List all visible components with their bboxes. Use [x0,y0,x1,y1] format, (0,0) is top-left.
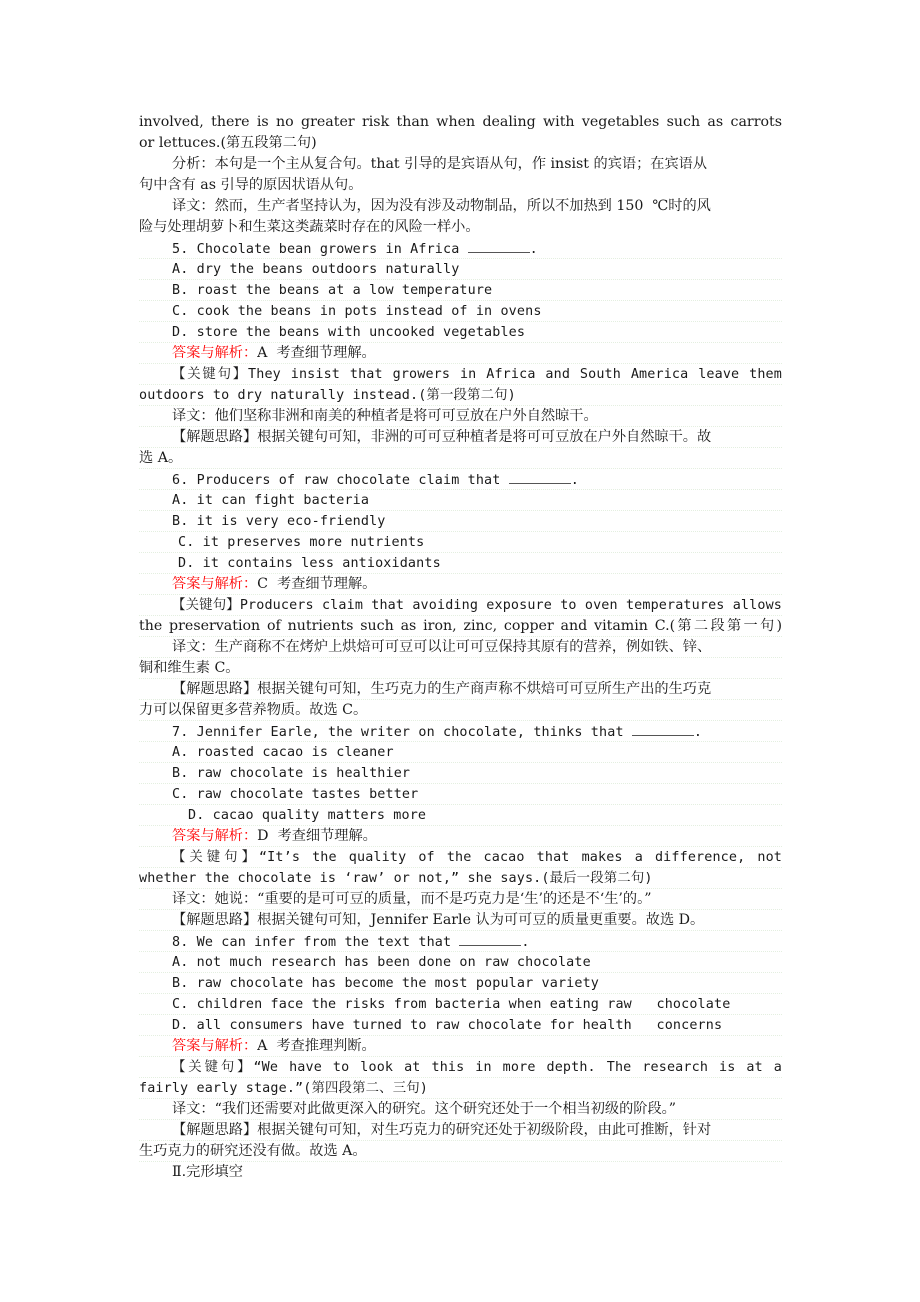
answer-text: D 考查细节理解。 [257,828,377,844]
document-page [139,112,782,1183]
question-6-key-2: the preservation of nutrients such as iron, zinc, copper and vitamin C.(第二段第一句) [139,616,782,637]
question-8-option-c: C. children face the risks from bacteria when eating raw chocolate [139,994,782,1015]
analysis-line-1: 分析：本句是一个主从复合句。that 引导的是宾语从句，作 insist 的宾语；在宾语从 [172,156,708,172]
question-stem-text: 6. Producers of raw chocolate claim that [172,473,509,488]
answer-label: 答案与解析： [172,345,258,361]
question-8-reasoning-2: 生巧克力的研究还没有做。故选 A。 [139,1141,782,1162]
intro-line-2: or lettuces.(第五段第二句) [139,135,317,151]
question-8-option-a: A. not much research has been done on raw chocolate [139,952,782,973]
question-8-reasoning-1: 【解题思路】根据关键句可知，对生巧克力的研究还处于初级阶段，由此可推断，针对 [139,1120,782,1141]
question-6-answer [139,574,782,595]
question-7-translation: 译文：她说：“重要的是可可豆的质量，而不是巧克力是‘生’的还是不‘生’的。” [139,889,782,910]
question-6-option-a: A. it can fight bacteria [139,490,782,511]
question-7-option-d: D. cacao quality matters more [139,805,782,826]
question-6-option-c: C. it preserves more nutrients [139,532,782,553]
question-6-reasoning-2: 力可以保留更多营养物质。故选 C。 [139,700,782,721]
answer-text: A 考查细节理解。 [257,345,376,361]
intro-line-1: involved, there is no greater risk than when dealing with vegetables such as carrots [139,114,782,130]
question-5-key-2: outdoors to dry naturally instead.(第一段第二句) [139,385,782,406]
question-7-option-c: C. raw chocolate tastes better [139,784,782,805]
question-stem-text: 8. We can infer from the text that [172,935,460,950]
question-5-option-b: B. roast the beans at a low temperature [139,280,782,301]
question-stem-text: 7. Jennifer Earle, the writer on chocolate, thinks that [172,725,632,740]
answer-blank [509,469,571,484]
question-5-reasoning-1: 【解题思路】根据关键句可知，非洲的可可豆种植者是将可可豆放在户外自然晾干。故 [139,427,782,448]
question-8-translation: 译文：“我们还需要对此做更深入的研究。这个研究还处于一个相当初级的阶段。” [139,1099,782,1120]
question-7-option-b: B. raw chocolate is healthier [139,763,782,784]
question-7-key-1: 【关键句】“It’s the quality of the cacao that makes a difference, not [139,847,782,868]
translation-line-1: 译文：然而，生产者坚持认为，因为没有涉及动物制品，所以不加热到 150 ℃时的风 [172,198,711,214]
section-heading: Ⅱ.完形填空 [172,1164,243,1180]
question-8-key-1: 【关键句】“We have to look at this in more depth. The research is at a [139,1057,782,1078]
question-7-stem: 7. Jennifer Earle, the writer on chocolate, thinks that . [139,721,782,742]
question-8-option-b: B. raw chocolate has become the most popular variety [139,973,782,994]
question-7-key-2: whether the chocolate is ‘raw’ or not,” she says.(最后一段第二句) [139,868,782,889]
translation-line-2: 险与处理胡萝卜和生菜这类蔬菜时存在的风险一样小。 [139,219,480,235]
question-5-option-d: D. store the beans with uncooked vegetables [139,322,782,343]
question-6-key-1: 【关键句】Producers claim that avoiding exposure to oven temperatures allows [139,595,782,616]
question-6-reasoning-1: 【解题思路】根据关键句可知，生巧克力的生产商声称不烘焙可可豆所生产出的生巧克 [139,679,782,700]
question-6-option-d: D. it contains less antioxidants [139,553,782,574]
answer-label: 答案与解析： [172,828,258,844]
answer-text: A 考查推理判断。 [257,1038,376,1054]
question-6-stem: 6. Producers of raw chocolate claim that . [139,469,782,490]
question-7-answer [139,826,782,847]
question-stem-text: 5. Chocolate bean growers in Africa [172,242,468,257]
question-8-answer [139,1036,782,1057]
question-5-translation: 译文：他们坚称非洲和南美的种植者是将可可豆放在户外自然晾干。 [139,406,782,427]
answer-blank [468,238,530,253]
answer-blank [459,931,521,946]
answer-blank [632,721,694,736]
question-6-translation-1: 译文：生产商称不在烤炉上烘焙可可豆可以让可可豆保持其原有的营养，例如铁、锌、 [139,637,782,658]
answer-label: 答案与解析： [172,576,258,592]
question-5-option-c: C. cook the beans in pots instead of in ovens [139,301,782,322]
question-6-option-b: B. it is very eco-friendly [139,511,782,532]
question-5-answer [139,343,782,364]
analysis-line-2: 句中含有 as 引导的原因状语从句。 [139,177,363,193]
answer-text: C 考查细节理解。 [257,576,377,592]
question-5-stem: 5. Chocolate bean growers in Africa . [139,238,782,259]
question-8-stem: 8. We can infer from the text that . [139,931,782,952]
answer-label: 答案与解析： [172,1038,258,1054]
question-8-option-d: D. all consumers have turned to raw chocolate for health concerns [139,1015,782,1036]
question-5-reasoning-2: 选 A。 [139,448,782,469]
question-6-translation-2: 铜和维生素 C。 [139,658,782,679]
question-5-option-a: A. dry the beans outdoors naturally [139,259,782,280]
question-7-option-a: A. roasted cacao is cleaner [139,742,782,763]
question-5-key-1: 【关键句】They insist that growers in Africa and South America leave them [139,364,782,385]
question-8-key-2: fairly early stage.”(第四段第二、三句) [139,1078,782,1099]
question-7-reasoning: 【解题思路】根据关键句可知，Jennifer Earle 认为可可豆的质量更重要。故选 D。 [139,910,782,931]
